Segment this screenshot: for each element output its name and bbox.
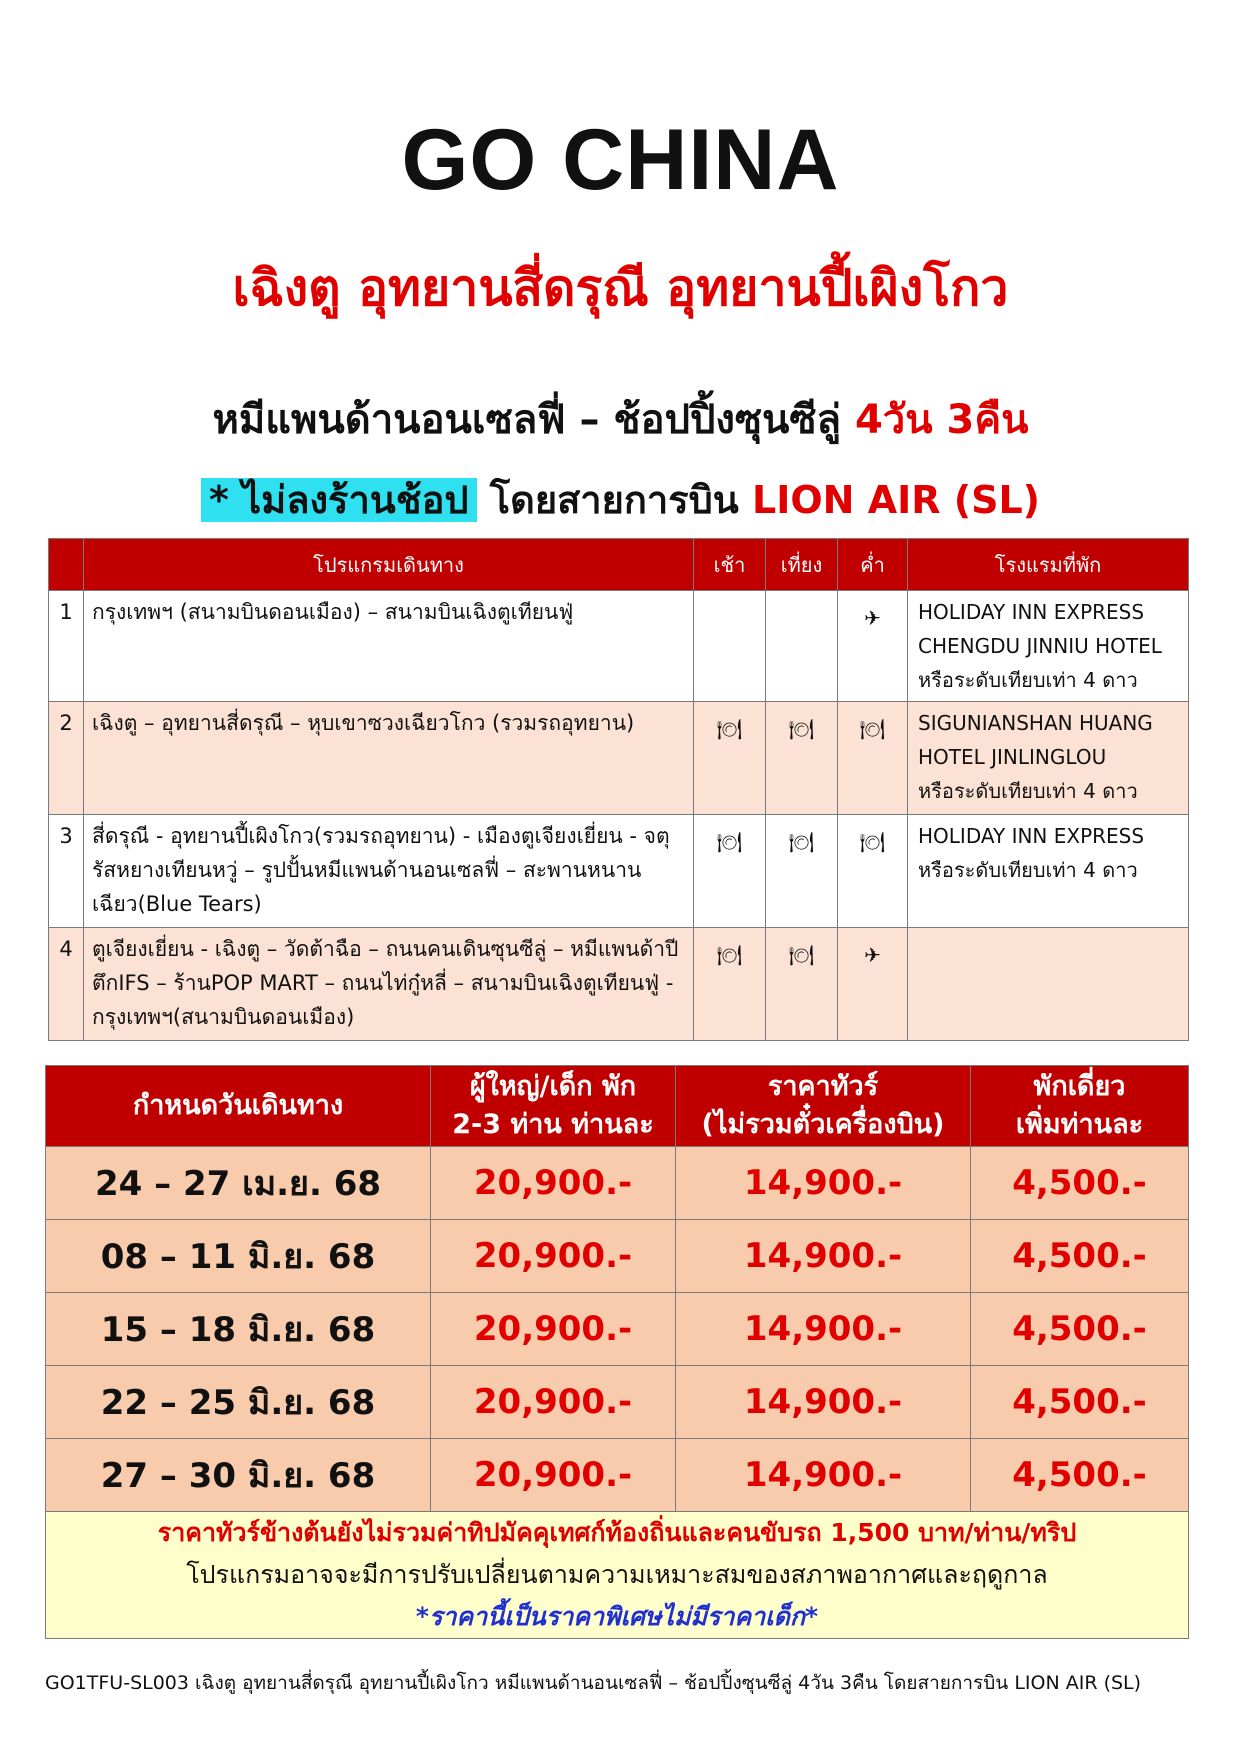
day-number: 3: [49, 815, 84, 928]
tour-duration: 4วัน 3คืน: [854, 397, 1029, 443]
day-program: สี่ดรุณี - อุทยานปี้เผิงโกว(รวมรถอุทยาน) - เมืองตูเจียงเยี่ยน - จตุรัสหยางเทียนหวู่ – รูปปั้นหมีแพนด้านอนเซลฟี่ – สะพานหนานเฉียว(Blue Tears): [84, 815, 694, 928]
hotel-line: HOTEL JINLINGLOU: [918, 745, 1107, 769]
day-program: เฉิงตู – อุทยานสี่ดรุณี – หุบเขาซวงเฉียวโกว (รวมรถอุทยาน): [84, 702, 694, 815]
itinerary-header-row: [49, 539, 1189, 591]
single-supplement: 4,500.-: [971, 1366, 1189, 1439]
meal-icon: 🍽: [694, 702, 766, 815]
price-notes: [46, 1512, 1189, 1639]
hotel-header: โรงแรมที่พัก: [908, 539, 1189, 591]
tour-subtitle: เฉิงตู อุทยานสี่ดรุณี อุทยานปี้เผิงโกว: [232, 259, 1009, 317]
itinerary-row: [49, 815, 1189, 928]
single-supplement-header: [971, 1066, 1189, 1147]
special-price-note: *ราคานี้เป็นราคาพิเศษไม่มีราคาเด็ก*: [415, 1602, 819, 1631]
land-price: 14,900.-: [676, 1293, 971, 1366]
hotel-line: SIGUNIANSHAN HUANG: [918, 711, 1153, 735]
hotel-cell: [908, 702, 1189, 815]
single-header-line: พักเดี่ยว: [1033, 1071, 1126, 1102]
hotel-cell: [908, 591, 1189, 702]
single-supplement: 4,500.-: [971, 1147, 1189, 1220]
adult-price: 20,900.-: [431, 1439, 676, 1512]
breakfast-header: เช้า: [694, 539, 766, 591]
land-price: 14,900.-: [676, 1147, 971, 1220]
airplane-icon: ✈: [838, 591, 908, 702]
single-header-line: เพิ่มท่านละ: [1015, 1109, 1144, 1140]
adult-price: 20,900.-: [431, 1293, 676, 1366]
adult-header-line: ผู้ใหญ่/เด็ก พัก: [469, 1071, 637, 1102]
day-number: 4: [49, 928, 84, 1041]
tour-subtitle-2: [0, 390, 1241, 450]
price-row: [46, 1147, 1189, 1220]
program-header: โปรแกรมเดินทาง: [84, 539, 694, 591]
land-price: 14,900.-: [676, 1220, 971, 1293]
adult-price-header: [431, 1066, 676, 1147]
itinerary-table: [48, 538, 1189, 1041]
airline-prefix: โดยสายการบิน: [489, 478, 739, 522]
travel-date: 15 – 18 มิ.ย. 68: [46, 1293, 431, 1366]
tip-note: ราคาทัวร์ข้างต้นยังไม่รวมค่าทิปมัคคุเทศก์ท้องถิ่นและคนขับรถ 1,500 บาท/ท่าน/ทริป: [157, 1518, 1077, 1547]
travel-date: 22 – 25 มิ.ย. 68: [46, 1366, 431, 1439]
lunch-cell: [766, 591, 838, 702]
tour-highlights: หมีแพนด้านอนเซลฟี่ – ช้อปปิ้งซุนซีลู่: [212, 397, 842, 443]
day-header: [49, 539, 84, 591]
dinner-header: ค่ำ: [838, 539, 908, 591]
hotel-line: หรือระดับเทียบเท่า 4 ดาว: [918, 779, 1138, 803]
tour-subtitle-3: [0, 470, 1241, 530]
adult-price: 20,900.-: [431, 1220, 676, 1293]
day-number: 1: [49, 591, 84, 702]
hotel-cell: [908, 815, 1189, 928]
hotel-line: HOLIDAY INN EXPRESS: [918, 600, 1145, 624]
hotel-line: HOLIDAY INN EXPRESS: [918, 824, 1145, 848]
land-price: 14,900.-: [676, 1366, 971, 1439]
price-table: [45, 1065, 1189, 1639]
meal-icon: 🍽: [766, 702, 838, 815]
land-header-line: (ไม่รวมตั๋วเครื่องบิน): [701, 1109, 945, 1140]
itinerary-row: [49, 702, 1189, 815]
footer-tour-code: GO1TFU-SL003 เฉิงตู อุทยานสี่ดรุณี อุทยานปี้เผิงโกว หมีแพนด้านอนเซลฟี่ – ช้อปปิ้งซุนซีลู่ 4วัน 3คืน โดยสายการบิน LION AIR (SL): [45, 1672, 1142, 1694]
meal-icon: 🍽: [838, 702, 908, 815]
land-price-header: [676, 1066, 971, 1147]
meal-icon: 🍽: [694, 928, 766, 1041]
price-row: [46, 1366, 1189, 1439]
single-supplement: 4,500.-: [971, 1220, 1189, 1293]
travel-date: 08 – 11 มิ.ย. 68: [46, 1220, 431, 1293]
price-notes-row: [46, 1512, 1189, 1639]
adult-price: 20,900.-: [431, 1366, 676, 1439]
breakfast-cell: [694, 591, 766, 702]
single-supplement: 4,500.-: [971, 1293, 1189, 1366]
hotel-line: หรือระดับเทียบเท่า 4 ดาว: [918, 858, 1138, 882]
adult-header-line: 2-3 ท่าน ท่านละ: [452, 1109, 654, 1140]
meal-icon: 🍽: [694, 815, 766, 928]
price-row: [46, 1439, 1189, 1512]
day-number: 2: [49, 702, 84, 815]
meal-icon: 🍽: [766, 928, 838, 1041]
hotel-line: หรือระดับเทียบเท่า 4 ดาว: [918, 668, 1138, 692]
price-row: [46, 1293, 1189, 1366]
page-title: GO CHINA: [401, 112, 840, 208]
meal-icon: 🍽: [766, 815, 838, 928]
hotel-cell: [908, 928, 1189, 1041]
travel-date: 24 – 27 เม.ย. 68: [46, 1147, 431, 1220]
day-program: ตูเจียงเยี่ยน - เฉิงตู – วัดต้าฉือ – ถนนคนเดินซุนซีลู่ – หมีแพนด้าปีตึกIFS – ร้านPOP MART – ถนนไท่กู๋หลี่ – สนามบินเฉิงตูเทียนฟู่ - กรุงเทพฯ(สนามบินดอนเมือง): [84, 928, 694, 1041]
price-row: [46, 1220, 1189, 1293]
program-change-note: โปรแกรมอาจจะมีการปรับเปลี่ยนตามความเหมาะสมของสภาพอากาศและฤดูกาล: [186, 1560, 1048, 1589]
day-program: กรุงเทพฯ (สนามบินดอนเมือง) – สนามบินเฉิงตูเทียนฟู่: [84, 591, 694, 702]
lunch-header: เที่ยง: [766, 539, 838, 591]
travel-date: 27 – 30 มิ.ย. 68: [46, 1439, 431, 1512]
itinerary-row: [49, 928, 1189, 1041]
land-header-line: ราคาทัวร์: [767, 1071, 879, 1102]
date-header: กำหนดวันเดินทาง: [46, 1066, 431, 1147]
airline-name: LION AIR (SL): [752, 478, 1041, 522]
airplane-icon: ✈: [838, 928, 908, 1041]
no-shopping-badge: * ไม่ลงร้านช้อป: [201, 478, 477, 522]
adult-price: 20,900.-: [431, 1147, 676, 1220]
price-header-row: [46, 1066, 1189, 1147]
land-price: 14,900.-: [676, 1439, 971, 1512]
meal-icon: 🍽: [838, 815, 908, 928]
single-supplement: 4,500.-: [971, 1439, 1189, 1512]
hotel-line: CHENGDU JINNIU HOTEL: [918, 634, 1162, 658]
itinerary-row: [49, 591, 1189, 702]
